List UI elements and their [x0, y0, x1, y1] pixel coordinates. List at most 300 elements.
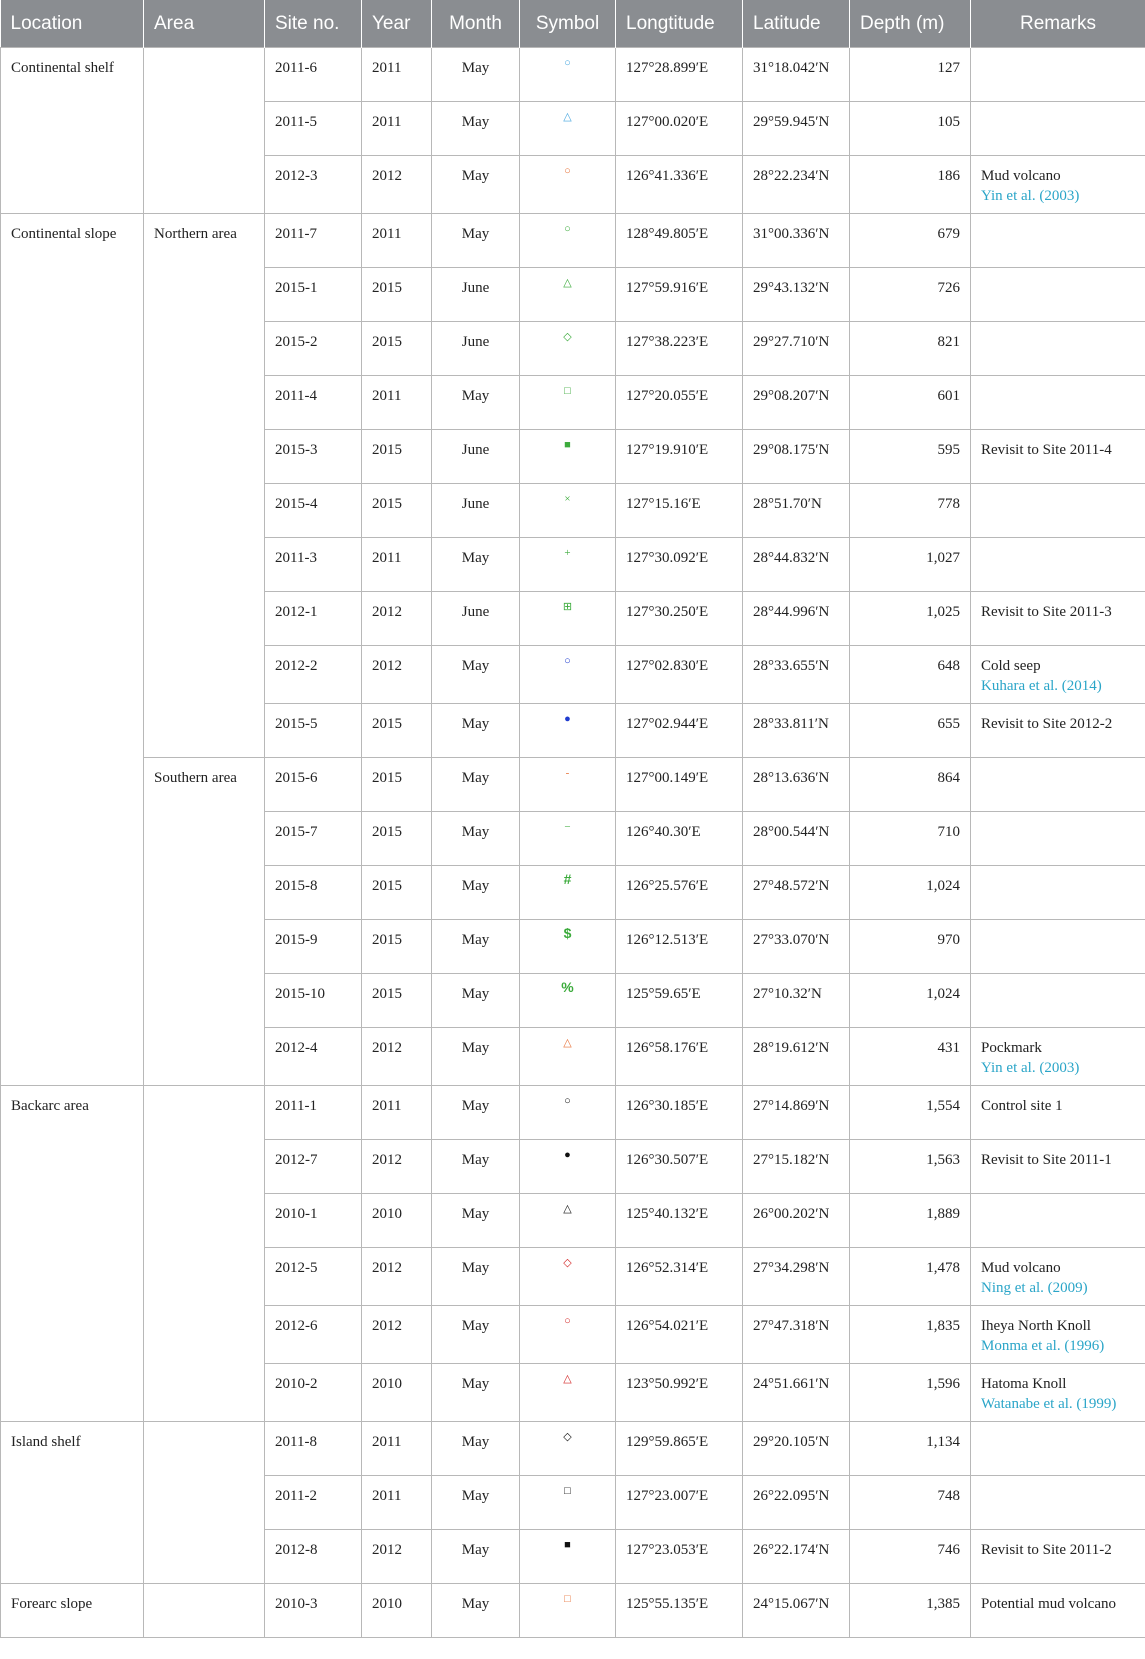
month-cell: May: [432, 1306, 520, 1364]
longitude-cell: 127°19.910′E: [616, 430, 743, 484]
site-cell: 2015-3: [265, 430, 362, 484]
header-row: [1, 0, 1145, 48]
site-cell: 2011-7: [265, 214, 362, 268]
latitude-cell: 29°20.105′N: [743, 1422, 850, 1476]
remarks-cell: [971, 646, 1145, 704]
location-cell: Continental shelf: [1, 48, 144, 214]
latitude-cell: 24°51.661′N: [743, 1364, 850, 1422]
month-cell: May: [432, 704, 520, 758]
symbol-cell: [520, 1248, 616, 1306]
symbol-cell: [520, 156, 616, 214]
depth-cell: 970: [850, 920, 971, 974]
site-cell: 2012-6: [265, 1306, 362, 1364]
symbol-cell: [520, 1086, 616, 1140]
remark-text: Control site 1: [981, 1098, 1063, 1114]
year-cell: 2015: [362, 812, 432, 866]
depth-cell: 778: [850, 484, 971, 538]
year-cell: 2011: [362, 214, 432, 268]
site-cell: 2012-8: [265, 1530, 362, 1584]
year-cell: 2012: [362, 1028, 432, 1086]
depth-cell: 1,025: [850, 592, 971, 646]
longitude-cell: 125°40.132′E: [616, 1194, 743, 1248]
site-cell: 2015-10: [265, 974, 362, 1028]
header-site: Site no.: [265, 0, 362, 48]
citation-link[interactable]: Watanabe et al. (1999): [981, 1396, 1117, 1412]
latitude-cell: 29°27.710′N: [743, 322, 850, 376]
remarks-cell: [971, 1306, 1145, 1364]
diamond-open-icon: ◇: [563, 1431, 572, 1443]
square-open-icon: □: [564, 1485, 571, 1497]
longitude-cell: 127°30.092′E: [616, 538, 743, 592]
depth-cell: 1,134: [850, 1422, 971, 1476]
month-cell: June: [432, 484, 520, 538]
latitude-cell: 27°48.572′N: [743, 866, 850, 920]
location-cell: Continental slope: [1, 214, 144, 1086]
remarks-cell: [971, 1194, 1145, 1248]
remarks-cell: [971, 156, 1145, 214]
symbol-cell: [520, 920, 616, 974]
site-cell: 2011-4: [265, 376, 362, 430]
year-cell: 2011: [362, 48, 432, 102]
triangle-open-icon: △: [563, 1373, 572, 1385]
symbol-cell: [520, 1140, 616, 1194]
month-cell: May: [432, 1086, 520, 1140]
depth-cell: 726: [850, 268, 971, 322]
depth-cell: 1,024: [850, 974, 971, 1028]
triangle-open-icon: △: [563, 277, 572, 289]
header-year: Year: [362, 0, 432, 48]
square-filled-icon: ■: [564, 1539, 571, 1551]
year-cell: 2012: [362, 1248, 432, 1306]
remarks-cell: [971, 1086, 1145, 1140]
latitude-cell: 28°00.544′N: [743, 812, 850, 866]
table-row: [1, 1584, 1145, 1638]
month-cell: May: [432, 1140, 520, 1194]
depth-cell: 1,385: [850, 1584, 971, 1638]
month-cell: June: [432, 592, 520, 646]
site-cell: 2015-9: [265, 920, 362, 974]
symbol-cell: [520, 1306, 616, 1364]
latitude-cell: 26°22.174′N: [743, 1530, 850, 1584]
longitude-cell: 126°30.185′E: [616, 1086, 743, 1140]
year-cell: 2015: [362, 758, 432, 812]
remarks-cell: [971, 214, 1145, 268]
month-cell: May: [432, 376, 520, 430]
site-cell: 2015-7: [265, 812, 362, 866]
symbol-cell: [520, 704, 616, 758]
remarks-cell: [971, 592, 1145, 646]
dash-icon: −: [564, 821, 571, 833]
longitude-cell: 127°23.053′E: [616, 1530, 743, 1584]
depth-cell: 679: [850, 214, 971, 268]
longitude-cell: 126°58.176′E: [616, 1028, 743, 1086]
latitude-cell: 24°15.067′N: [743, 1584, 850, 1638]
site-cell: 2012-2: [265, 646, 362, 704]
remark-text: Hatoma Knoll: [981, 1376, 1067, 1392]
remarks-cell: [971, 1530, 1145, 1584]
month-cell: May: [432, 1248, 520, 1306]
symbol-cell: [520, 48, 616, 102]
month-cell: May: [432, 48, 520, 102]
month-cell: May: [432, 866, 520, 920]
year-cell: 2012: [362, 1140, 432, 1194]
remarks-cell: [971, 812, 1145, 866]
remarks-cell: [971, 1364, 1145, 1422]
depth-cell: 1,024: [850, 866, 971, 920]
circle-open-icon: ○: [564, 223, 571, 235]
symbol-cell: [520, 268, 616, 322]
triangle-open-icon: △: [563, 111, 572, 123]
citation-link[interactable]: Monma et al. (1996): [981, 1338, 1105, 1354]
depth-cell: 186: [850, 156, 971, 214]
year-cell: 2010: [362, 1364, 432, 1422]
month-cell: May: [432, 646, 520, 704]
square-open-icon: □: [564, 1593, 571, 1605]
remarks-cell: [971, 1584, 1145, 1638]
remarks-cell: [971, 1140, 1145, 1194]
depth-cell: 127: [850, 48, 971, 102]
depth-cell: 105: [850, 102, 971, 156]
site-cell: 2010-2: [265, 1364, 362, 1422]
year-cell: 2012: [362, 1530, 432, 1584]
hash-icon: #: [563, 871, 572, 887]
symbol-cell: [520, 484, 616, 538]
longitude-cell: 127°02.830′E: [616, 646, 743, 704]
table-row: [1, 758, 1145, 812]
citation-link[interactable]: Kuhara et al. (2014): [981, 678, 1102, 694]
latitude-cell: 28°44.832′N: [743, 538, 850, 592]
longitude-cell: 126°25.576′E: [616, 866, 743, 920]
location-cell: Forearc slope: [1, 1584, 144, 1638]
table-row: [1, 1086, 1145, 1140]
symbol-cell: [520, 1530, 616, 1584]
depth-cell: 748: [850, 1476, 971, 1530]
year-cell: 2011: [362, 1476, 432, 1530]
year-cell: 2015: [362, 430, 432, 484]
table-row: [1, 214, 1145, 268]
depth-cell: 1,835: [850, 1306, 971, 1364]
site-cell: 2015-8: [265, 866, 362, 920]
site-cell: 2012-4: [265, 1028, 362, 1086]
year-cell: 2015: [362, 268, 432, 322]
symbol-cell: [520, 1364, 616, 1422]
symbol-cell: [520, 1194, 616, 1248]
square-filled-icon: ■: [564, 439, 571, 451]
month-cell: May: [432, 758, 520, 812]
longitude-cell: 127°20.055′E: [616, 376, 743, 430]
month-cell: May: [432, 214, 520, 268]
remarks-cell: [971, 1248, 1145, 1306]
depth-cell: 1,478: [850, 1248, 971, 1306]
year-cell: 2015: [362, 704, 432, 758]
remark-text: Iheya North Knoll: [981, 1318, 1091, 1334]
circle-open-icon: ○: [564, 655, 571, 667]
site-cell: 2015-6: [265, 758, 362, 812]
latitude-cell: 29°59.945′N: [743, 102, 850, 156]
header-longitude: Longtitude: [616, 0, 743, 48]
latitude-cell: 27°10.32′N: [743, 974, 850, 1028]
longitude-cell: 123°50.992′E: [616, 1364, 743, 1422]
month-cell: May: [432, 1530, 520, 1584]
plus-icon: +: [564, 547, 571, 559]
remark-text: Potential mud volcano: [981, 1596, 1116, 1612]
longitude-cell: 125°55.135′E: [616, 1584, 743, 1638]
site-cell: 2015-5: [265, 704, 362, 758]
latitude-cell: 28°13.636′N: [743, 758, 850, 812]
latitude-cell: 27°34.298′N: [743, 1248, 850, 1306]
symbol-cell: [520, 1028, 616, 1086]
latitude-cell: 26°22.095′N: [743, 1476, 850, 1530]
diamond-open-icon: ◇: [563, 331, 572, 343]
remarks-cell: [971, 920, 1145, 974]
longitude-cell: 128°49.805′E: [616, 214, 743, 268]
latitude-cell: 28°19.612′N: [743, 1028, 850, 1086]
latitude-cell: 26°00.202′N: [743, 1194, 850, 1248]
area-cell: [144, 1086, 265, 1422]
month-cell: May: [432, 538, 520, 592]
year-cell: 2012: [362, 156, 432, 214]
year-cell: 2012: [362, 592, 432, 646]
longitude-cell: 127°23.007′E: [616, 1476, 743, 1530]
longitude-cell: 127°59.916′E: [616, 268, 743, 322]
site-cell: 2015-1: [265, 268, 362, 322]
year-cell: 2015: [362, 920, 432, 974]
depth-cell: 1,027: [850, 538, 971, 592]
remark-text: Cold seep: [981, 658, 1041, 674]
longitude-cell: 127°00.020′E: [616, 102, 743, 156]
year-cell: 2015: [362, 974, 432, 1028]
depth-cell: 648: [850, 646, 971, 704]
header-month: Month: [432, 0, 520, 48]
table-body: [1, 48, 1145, 1638]
triangle-open-icon: △: [563, 1037, 572, 1049]
area-cell: [144, 1422, 265, 1584]
remarks-cell: [971, 974, 1145, 1028]
cross-icon: ×: [564, 493, 571, 505]
month-cell: June: [432, 268, 520, 322]
month-cell: May: [432, 974, 520, 1028]
year-cell: 2011: [362, 1086, 432, 1140]
longitude-cell: 126°30.507′E: [616, 1140, 743, 1194]
latitude-cell: 27°47.318′N: [743, 1306, 850, 1364]
remarks-cell: [971, 1028, 1145, 1086]
latitude-cell: 29°43.132′N: [743, 268, 850, 322]
symbol-cell: [520, 538, 616, 592]
longitude-cell: 127°28.899′E: [616, 48, 743, 102]
year-cell: 2012: [362, 1306, 432, 1364]
month-cell: June: [432, 322, 520, 376]
circle-filled-icon: ●: [564, 1149, 571, 1161]
depth-cell: 864: [850, 758, 971, 812]
triangle-open-icon: △: [563, 1203, 572, 1215]
remarks-cell: [971, 376, 1145, 430]
remark-text: Pockmark: [981, 1040, 1042, 1056]
area-cell: Northern area: [144, 214, 265, 758]
latitude-cell: 28°44.996′N: [743, 592, 850, 646]
longitude-cell: 127°15.16′E: [616, 484, 743, 538]
depth-cell: 601: [850, 376, 971, 430]
latitude-cell: 29°08.175′N: [743, 430, 850, 484]
remarks-cell: [971, 322, 1145, 376]
symbol-cell: [520, 102, 616, 156]
circle-open-icon: ○: [564, 1315, 571, 1327]
squared-plus-icon: ⊞: [562, 601, 573, 613]
longitude-cell: 126°52.314′E: [616, 1248, 743, 1306]
citation-link[interactable]: Yin et al. (2003): [981, 1060, 1080, 1076]
latitude-cell: 28°33.811′N: [743, 704, 850, 758]
month-cell: May: [432, 1364, 520, 1422]
site-cell: 2011-3: [265, 538, 362, 592]
longitude-cell: 127°38.223′E: [616, 322, 743, 376]
longitude-cell: 126°12.513′E: [616, 920, 743, 974]
header-latitude: Latitude: [743, 0, 850, 48]
header-remarks: Remarks: [971, 0, 1145, 48]
latitude-cell: 27°15.182′N: [743, 1140, 850, 1194]
remark-text: Revisit to Site 2011-3: [981, 604, 1112, 620]
dash-short-icon: -: [565, 767, 570, 779]
year-cell: 2010: [362, 1584, 432, 1638]
symbol-cell: [520, 1584, 616, 1638]
month-cell: June: [432, 430, 520, 484]
circle-filled-icon: ●: [564, 713, 571, 725]
remarks-cell: [971, 704, 1145, 758]
symbol-cell: [520, 430, 616, 484]
longitude-cell: 126°41.336′E: [616, 156, 743, 214]
latitude-cell: 28°33.655′N: [743, 646, 850, 704]
depth-cell: 1,889: [850, 1194, 971, 1248]
site-cell: 2010-3: [265, 1584, 362, 1638]
month-cell: May: [432, 156, 520, 214]
year-cell: 2011: [362, 1422, 432, 1476]
symbol-cell: [520, 592, 616, 646]
symbol-cell: [520, 646, 616, 704]
circle-open-icon: ○: [564, 1095, 571, 1107]
site-cell: 2010-1: [265, 1194, 362, 1248]
remarks-cell: [971, 1476, 1145, 1530]
latitude-cell: 29°08.207′N: [743, 376, 850, 430]
depth-cell: 1,596: [850, 1364, 971, 1422]
site-cell: 2011-1: [265, 1086, 362, 1140]
header-area: Area: [144, 0, 265, 48]
latitude-cell: 28°22.234′N: [743, 156, 850, 214]
site-cell: 2015-4: [265, 484, 362, 538]
longitude-cell: 127°30.250′E: [616, 592, 743, 646]
longitude-cell: 127°00.149′E: [616, 758, 743, 812]
site-cell: 2011-6: [265, 48, 362, 102]
longitude-cell: 127°02.944′E: [616, 704, 743, 758]
dollar-icon: $: [563, 925, 572, 941]
remarks-cell: [971, 102, 1145, 156]
location-cell: Island shelf: [1, 1422, 144, 1584]
longitude-cell: 129°59.865′E: [616, 1422, 743, 1476]
percent-icon: %: [561, 979, 574, 995]
remark-text: Mud volcano: [981, 168, 1061, 184]
remarks-cell: [971, 758, 1145, 812]
area-cell: Southern area: [144, 758, 265, 1086]
symbol-cell: [520, 758, 616, 812]
circle-open-icon: ○: [564, 57, 571, 69]
symbol-cell: [520, 866, 616, 920]
depth-cell: 431: [850, 1028, 971, 1086]
longitude-cell: 125°59.65′E: [616, 974, 743, 1028]
depth-cell: 746: [850, 1530, 971, 1584]
latitude-cell: 27°33.070′N: [743, 920, 850, 974]
symbol-cell: [520, 812, 616, 866]
symbol-cell: [520, 214, 616, 268]
square-open-icon: □: [564, 385, 571, 397]
site-cell: 2015-2: [265, 322, 362, 376]
header-depth: Depth (m): [850, 0, 971, 48]
year-cell: 2015: [362, 866, 432, 920]
year-cell: 2015: [362, 322, 432, 376]
site-cell: 2011-8: [265, 1422, 362, 1476]
remarks-cell: [971, 866, 1145, 920]
year-cell: 2011: [362, 538, 432, 592]
remark-text: Revisit to Site 2011-2: [981, 1542, 1112, 1558]
year-cell: 2010: [362, 1194, 432, 1248]
year-cell: 2015: [362, 484, 432, 538]
remarks-cell: [971, 538, 1145, 592]
site-cell: 2012-7: [265, 1140, 362, 1194]
month-cell: May: [432, 920, 520, 974]
symbol-cell: [520, 1476, 616, 1530]
remark-text: Mud volcano: [981, 1260, 1061, 1276]
remarks-cell: [971, 484, 1145, 538]
year-cell: 2011: [362, 102, 432, 156]
remark-text: Revisit to Site 2011-1: [981, 1152, 1112, 1168]
year-cell: 2012: [362, 646, 432, 704]
depth-cell: 595: [850, 430, 971, 484]
site-cell: 2011-2: [265, 1476, 362, 1530]
remark-text: Revisit to Site 2012-2: [981, 716, 1113, 732]
table-row: [1, 48, 1145, 102]
header-symbol: Symbol: [520, 0, 616, 48]
depth-cell: 710: [850, 812, 971, 866]
symbol-cell: [520, 974, 616, 1028]
year-cell: 2011: [362, 376, 432, 430]
site-cell: 2012-3: [265, 156, 362, 214]
month-cell: May: [432, 1028, 520, 1086]
month-cell: May: [432, 1584, 520, 1638]
diamond-open-icon: ◇: [563, 1257, 572, 1269]
latitude-cell: 28°51.70′N: [743, 484, 850, 538]
symbol-cell: [520, 376, 616, 430]
header-location: Location: [1, 0, 144, 48]
citation-link[interactable]: Yin et al. (2003): [981, 188, 1080, 204]
circle-open-icon: ○: [564, 165, 571, 177]
remarks-cell: [971, 48, 1145, 102]
longitude-cell: 126°40.30′E: [616, 812, 743, 866]
site-cell: 2012-5: [265, 1248, 362, 1306]
area-cell: [144, 1584, 265, 1638]
symbol-cell: [520, 1422, 616, 1476]
depth-cell: 821: [850, 322, 971, 376]
depth-cell: 1,563: [850, 1140, 971, 1194]
remarks-cell: [971, 1422, 1145, 1476]
site-cell: 2012-1: [265, 592, 362, 646]
latitude-cell: 31°00.336′N: [743, 214, 850, 268]
month-cell: May: [432, 812, 520, 866]
remarks-cell: [971, 430, 1145, 484]
remark-text: Revisit to Site 2011-4: [981, 442, 1112, 458]
table-row: [1, 1422, 1145, 1476]
latitude-cell: 27°14.869′N: [743, 1086, 850, 1140]
longitude-cell: 126°54.021′E: [616, 1306, 743, 1364]
latitude-cell: 31°18.042′N: [743, 48, 850, 102]
citation-link[interactable]: Ning et al. (2009): [981, 1280, 1088, 1296]
depth-cell: 1,554: [850, 1086, 971, 1140]
location-cell: Backarc area: [1, 1086, 144, 1422]
